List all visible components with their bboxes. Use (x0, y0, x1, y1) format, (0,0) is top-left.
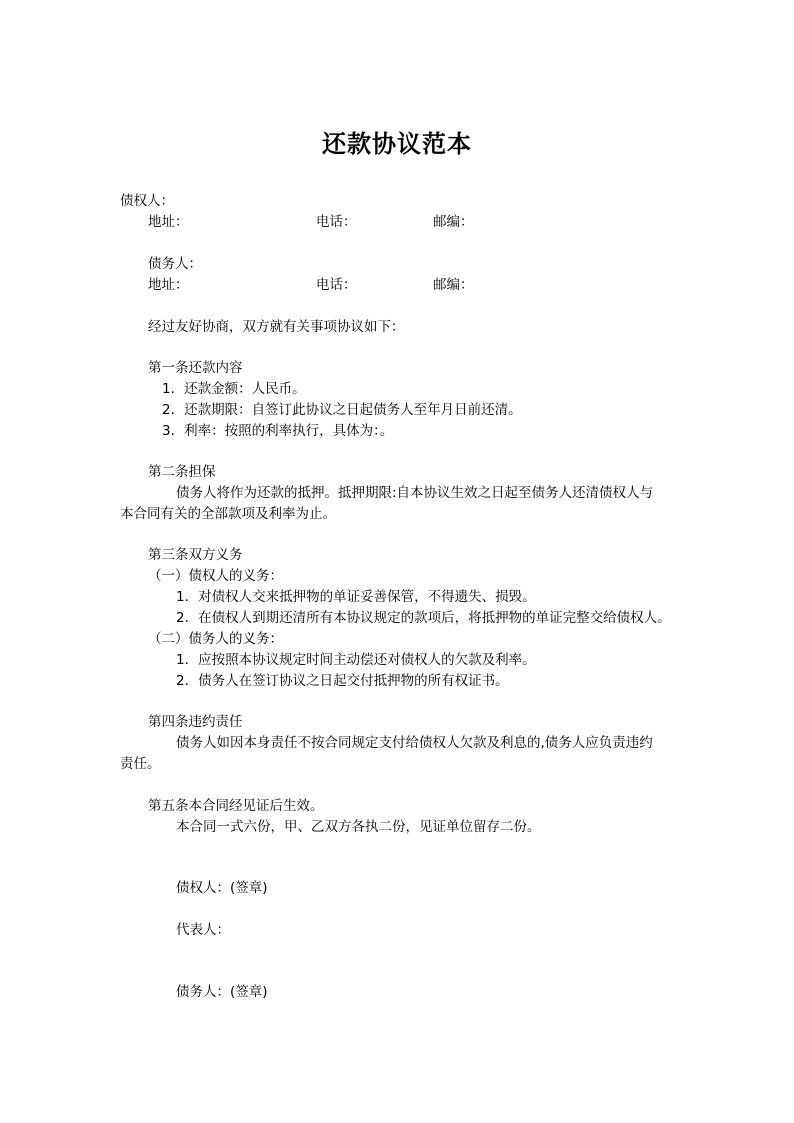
intro-text: 经过友好协商，双方就有关事项协议如下： (148, 319, 405, 335)
article1-item: 3．利率：按照的利率执行，具体为：。 (162, 423, 394, 439)
article5-heading: 第五条本合同经见证后生效。 (148, 798, 324, 814)
article4-body-line: 债务人如因本身责任不按合同规定支付给债权人欠款及利息的,债务人应负责违约 (176, 735, 653, 751)
article4-heading: 第四条违约责任 (148, 714, 243, 730)
article1-item: 2．还款期限：自签订此协议之日起债务人至年月日前还清。 (162, 402, 522, 418)
article2-body-line: 债务人将作为还款的抵押。抵押期限:自本协议生效之日起至债务人还清债权人与 (176, 485, 654, 501)
article3-item: 1．应按照本协议规定时间主动偿还对债权人的欠款及利率。 (176, 652, 536, 668)
creditor-postcode: 邮编： (433, 214, 474, 230)
document-title: 还款协议范本 (322, 129, 472, 158)
debtor-address: 地址： (148, 277, 189, 293)
creditor-address: 地址： (148, 214, 189, 230)
article3-item: 2．债务人在签订协议之日起交付抵押物的所有权证书。 (176, 673, 509, 689)
article3-creditor-duties: （一）债权人的义务： (148, 568, 283, 584)
article4-body-line: 责任。 (120, 756, 161, 772)
article2-heading: 第二条担保 (148, 464, 216, 480)
article5-body-line: 本合同一式六份，甲、乙双方各执二份，见证单位留存二份。 (176, 819, 541, 835)
article3-debtor-duties: （二）债务人的义务： (148, 631, 283, 647)
article1-heading: 第一条还款内容 (148, 360, 243, 376)
article3-item: 1．对债权人交来抵押物的单证妥善保管，不得遗失、损毁。 (176, 589, 536, 605)
signature-representative: 代表人： (176, 922, 230, 938)
article2-body-line: 本合同有关的全部款项及利率为止。 (120, 506, 336, 522)
creditor-phone: 电话： (316, 214, 357, 230)
signature-creditor: 债权人：(签章) (176, 880, 268, 896)
debtor-postcode: 邮编： (433, 277, 474, 293)
article1-item: 1．还款金额：人民币。 (162, 381, 306, 397)
article3-item: 2．在债权人到期还清所有本协议规定的款项后，将抵押物的单证完整交给债权人。 (176, 610, 671, 626)
debtor-label: 债务人： (148, 256, 202, 272)
article3-heading: 第三条双方义务 (148, 547, 243, 563)
debtor-phone: 电话： (316, 277, 357, 293)
signature-debtor: 债务人：(签章) (176, 984, 268, 1000)
creditor-label: 债权人： (120, 193, 174, 209)
